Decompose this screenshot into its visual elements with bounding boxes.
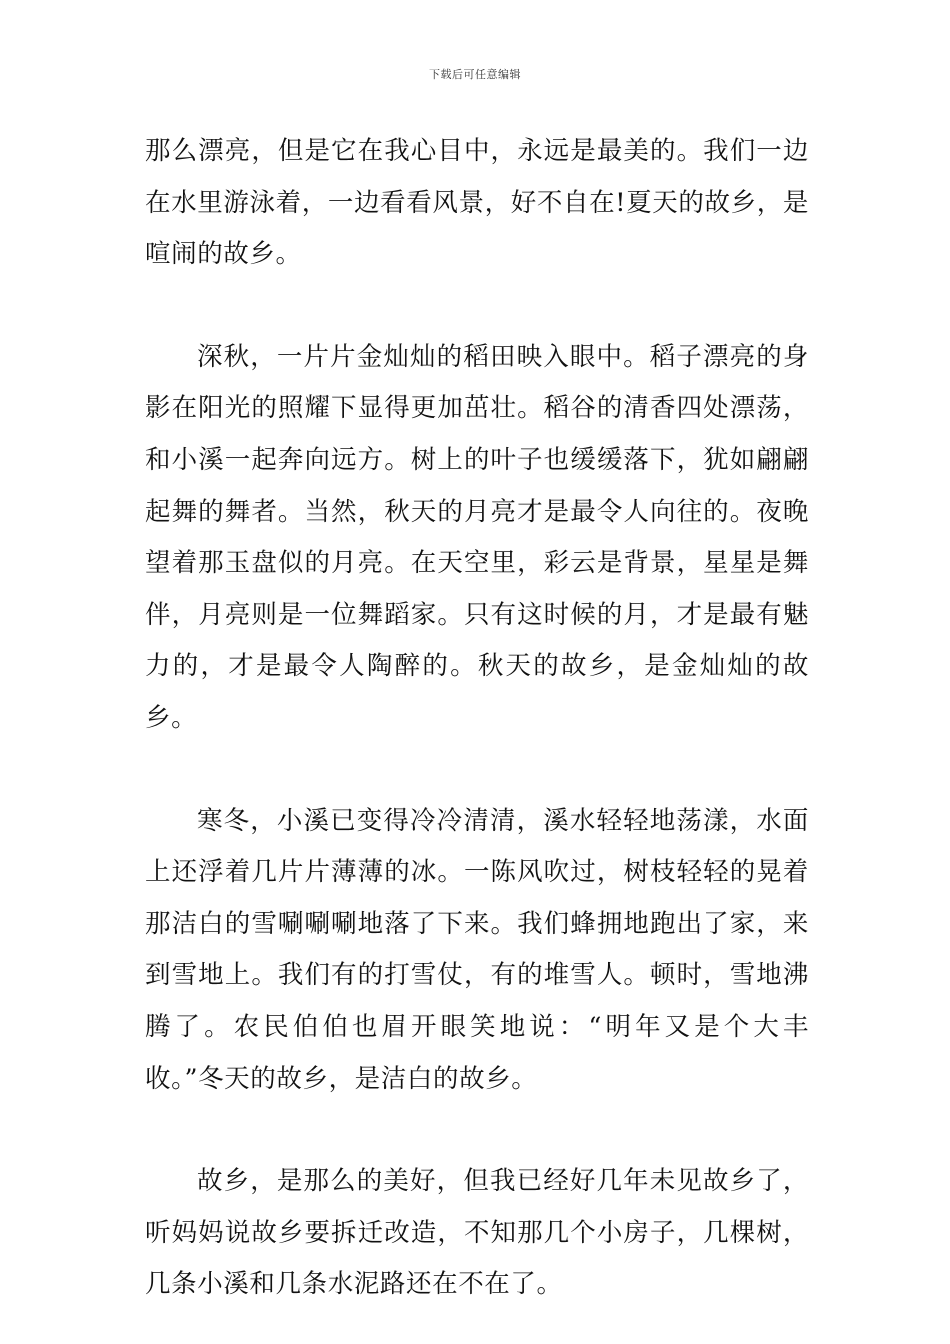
- paragraph-conclusion: 故乡，是那么的美好，但我已经好几年未见故乡了，听妈妈说故乡要拆迁改造，不知那几个小房子，几棵树，几条小溪和几条水泥路还在不在了。: [145, 1166, 809, 1300]
- page-header: 下载后可任意编辑: [429, 68, 521, 81]
- document-body: [145, 126, 809, 1311]
- paragraph-winter: 寒冬，小溪已变得冷冷清清，溪水轻轻地荡漾，水面上还浮着几片片薄薄的冰。一陈风吹过，树枝轻轻的晃着那洁白的雪唰唰唰地落了下来。我们蜂拥地跑出了家，来到雪地上。我们有的打雪仗，有的堆雪人。顿时，雪地沸腾了。农民伯伯也眉开眼笑地说：“明年又是个大丰收。”冬天的故乡，是洁白的故乡。: [145, 805, 809, 1094]
- paragraph-summer-end: 那么漂亮，但是它在我心目中，永远是最美的。我们一边在水里游泳着，一边看看风景，好不自在!夏天的故乡，是喧闹的故乡。: [145, 136, 809, 270]
- paragraph-autumn: 深秋，一片片金灿灿的稻田映入眼中。稻子漂亮的身影在阳光的照耀下显得更加茁壮。稻谷的清香四处漂荡，和小溪一起奔向远方。树上的叶子也缓缓落下，犹如翩翩起舞的舞者。当然，秋天的月亮才是最令人向往的。夜晚望着那玉盘似的月亮。在天空里，彩云是背景，星星是舞伴，月亮则是一位舞蹈家。只有这时候的月，才是最有魅力的，才是最令人陶醉的。秋天的故乡，是金灿灿的故乡。: [145, 341, 809, 733]
